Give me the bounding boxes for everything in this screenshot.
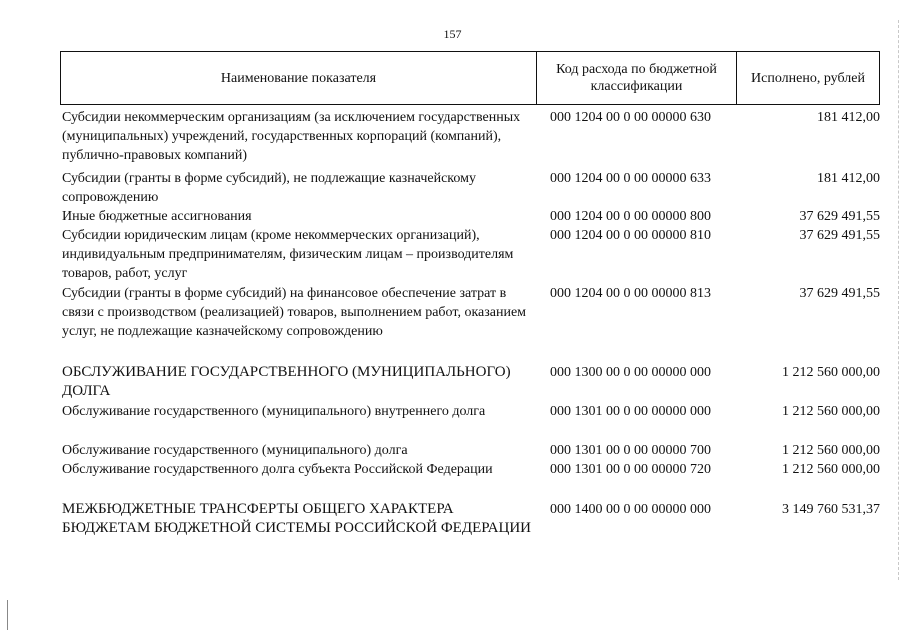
scan-edge-dashed-line (898, 20, 900, 580)
row-name: Обслуживание государственного (муниципального) внутреннего долга (62, 404, 486, 419)
row-amount: 37 629 491,55 (799, 286, 880, 301)
row-amount: 1 212 560 000,00 (782, 443, 880, 458)
header-amount-column: Исполнено, рублей (751, 70, 865, 86)
row-name: Обслуживание государственного долга субъекта Российской Федерации (62, 462, 493, 477)
row-amount: 1 212 560 000,00 (782, 365, 880, 380)
row-code: 000 1204 00 0 00 00000 633 (550, 171, 711, 186)
row-amount: 37 629 491,55 (799, 228, 880, 243)
row-amount: 1 212 560 000,00 (782, 462, 880, 477)
row-code: 000 1204 00 0 00 00000 630 (550, 110, 711, 125)
row-code: 000 1204 00 0 00 00000 800 (550, 209, 711, 224)
scan-edge-line (7, 600, 8, 630)
row-code: 000 1204 00 0 00 00000 813 (550, 286, 711, 301)
row-code: 000 1400 00 0 00 00000 000 (550, 502, 711, 517)
row-code: 000 1204 00 0 00 00000 810 (550, 228, 711, 243)
header-name-column: Наименование показателя (61, 52, 537, 104)
row-name: Иные бюджетные ассигнования (62, 209, 252, 224)
row-code: 000 1300 00 0 00 00000 000 (550, 365, 711, 380)
row-amount: 181 412,00 (817, 110, 880, 125)
page-number: 157 (443, 27, 462, 41)
row-name: Субсидии юридическим лицам (кроме некоммерческих организаций), индивидуальным предпринимателям, физическим лицам – производителям товаров, работ, услуг (62, 228, 514, 281)
header-code-column: Код расхода по бюджетной классификации (537, 52, 737, 104)
row-name: Субсидии некоммерческим организациям (за исключением государственных (муниципальных) учреждений, государственных корпораций (компаний), публично-правовых компаний) (62, 110, 521, 163)
row-amount: 3 149 760 531,37 (782, 502, 880, 517)
table-header (60, 51, 880, 105)
section-name: МЕЖБЮДЖЕТНЫЕ ТРАНСФЕРТЫ ОБЩЕГО ХАРАКТЕРА БЮДЖЕТАМ БЮДЖЕТНОЙ СИСТЕМЫ РОССИЙСКОЙ ФЕДЕРАЦИИ (62, 501, 531, 536)
row-code: 000 1301 00 0 00 00000 700 (550, 443, 711, 458)
row-amount: 1 212 560 000,00 (782, 404, 880, 419)
row-name: Обслуживание государственного (муниципального) долга (62, 443, 408, 458)
row-code: 000 1301 00 0 00 00000 720 (550, 462, 711, 477)
row-amount: 37 629 491,55 (799, 209, 880, 224)
row-name: Субсидии (гранты в форме субсидий) на финансовое обеспечение затрат в связи с производством (реализацией) товаров, выполнением работ, оказанием услуг, не подлежащие казначейскому сопровождению (62, 286, 527, 339)
section-name: ОБСЛУЖИВАНИЕ ГОСУДАРСТВЕННОГО (МУНИЦИПАЛЬНОГО) ДОЛГА (62, 364, 511, 399)
row-amount: 181 412,00 (817, 171, 880, 186)
row-code: 000 1301 00 0 00 00000 000 (550, 404, 711, 419)
row-name: Субсидии (гранты в форме субсидий), не подлежащие казначейскому сопровождению (62, 171, 476, 205)
